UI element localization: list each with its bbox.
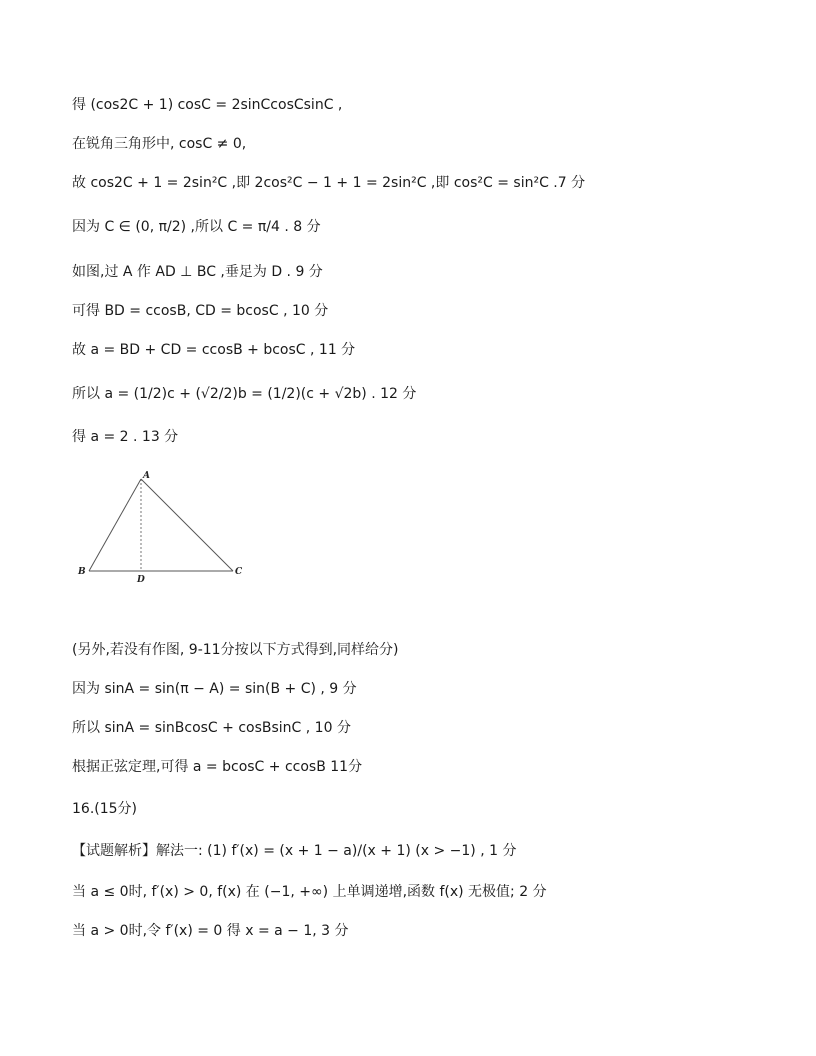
text-line-10: (另外,若没有作图, 9-11分按以下方式得到,同样给分): [72, 642, 399, 658]
triangle-figure: [72, 466, 252, 586]
text-line-16: 当 a ≤ 0时, f′(x) > 0, f(x) 在 (−1, +∞) 上单调递增,函数 f(x) 无极值; 2 分: [72, 884, 547, 900]
text-line-13: 根据正弦定理,可得 a = bcosC + ccosB 11分: [72, 759, 363, 775]
label-c: C: [235, 567, 243, 577]
text-line-5: 如图,过 A 作 AD ⊥ BC ,垂足为 D . 9 分: [72, 264, 323, 280]
side-ab: [89, 479, 141, 571]
section-heading: 16.(15分): [72, 801, 138, 817]
label-a: A: [143, 471, 150, 481]
text-line-4: 因为 C ∈ (0, π/2) ,所以 C = π/4 . 8 分: [72, 219, 321, 235]
text-line-2: 在锐角三角形中, cosC ≠ 0,: [72, 136, 247, 152]
label-d: D: [137, 575, 145, 585]
text-line-17: 当 a > 0时,令 f′(x) = 0 得 x = a − 1, 3 分: [72, 923, 349, 939]
text-line-6: 可得 BD = ccosB, CD = bcosC , 10 分: [72, 303, 329, 319]
side-ac: [141, 479, 233, 571]
text-line-3: 故 cos2C + 1 = 2sin²C ,即 2cos²C − 1 + 1 = 2sin²C ,即 cos²C = sin²C .7 分: [72, 175, 586, 191]
text-line-15: 【试题解析】解法一: (1) f′(x) = (x + 1 − a)/(x + 1) (x > −1) , 1 分: [72, 843, 517, 859]
text-line-8: 所以 a = (1/2)c + (√2/2)b = (1/2)(c + √2b) . 12 分: [72, 386, 417, 402]
text-line-1: 得 (cos2C + 1) cosC = 2sinCcosCsinC ,: [72, 97, 343, 113]
text-line-9: 得 a = 2 . 13 分: [72, 429, 179, 445]
label-b: B: [78, 567, 86, 577]
text-line-11: 因为 sinA = sin(π − A) = sin(B + C) , 9 分: [72, 681, 357, 697]
text-line-7: 故 a = BD + CD = ccosB + bcosC , 11 分: [72, 342, 356, 358]
text-line-12: 所以 sinA = sinBcosC + cosBsinC , 10 分: [72, 720, 351, 736]
